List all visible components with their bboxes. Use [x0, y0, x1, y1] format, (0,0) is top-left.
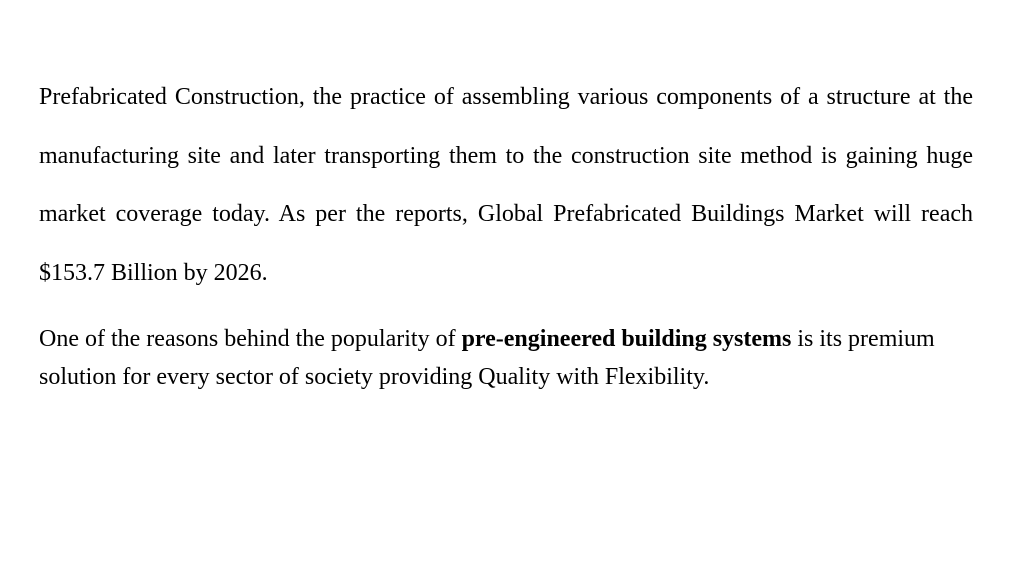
- paragraph-prefabricated-construction: Prefabricated Construction, the practice of assembling various components of a structure at the manufacturing site and later transporting them to the construction site method is gaining huge market coverage today. As per the reports, Global Prefabricated Buildings Market will reach $153.7 Billion by 2026.: [39, 84, 973, 286]
- paragraph-text-before: One of the reasons behind the popularity of: [39, 326, 462, 352]
- paragraph-text-after: is its premium solution for every sector of society providing Quality with Flexibility.: [39, 326, 935, 390]
- bold-keyword: pre-engineered building systems: [461, 326, 792, 352]
- paragraph-pre-engineered-systems: [39, 320, 973, 396]
